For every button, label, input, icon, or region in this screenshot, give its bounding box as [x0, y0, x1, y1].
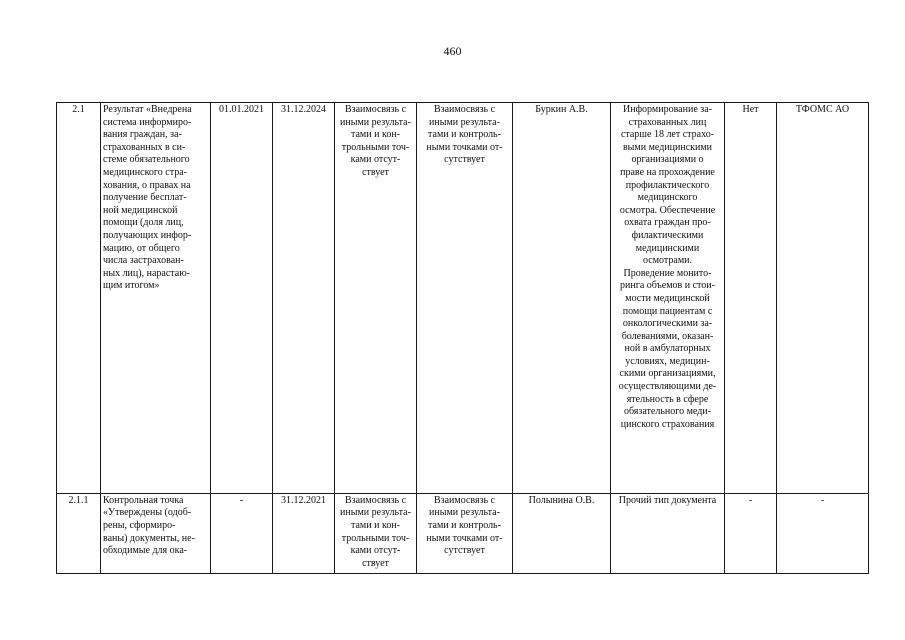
- result-name: Контрольная точка «Утверждены (одоб- рены, сформиро- ваны) документы, не- обходимые для ока-: [101, 493, 211, 573]
- organization: ТФОМС АО: [777, 103, 869, 494]
- start-date: -: [211, 493, 273, 573]
- responsible-person: Буркин А.В.: [513, 103, 611, 494]
- flag-cell: Нет: [725, 103, 777, 494]
- row-number: 2.1: [57, 103, 101, 494]
- link-control-points: Взаимосвязь с иными результа- тами и контроль- ными точками от- сутствует: [417, 103, 513, 494]
- organization: -: [777, 493, 869, 573]
- end-date: 31.12.2021: [273, 493, 335, 573]
- link-other-results: Взаимосвязь с иными результа- тами и кон- трольными точ- ками отсут- ствует: [335, 103, 417, 494]
- result-description: Информирование за- страхованных лиц старше 18 лет страхо- выми медицинскими организациями о праве на прохождение профилактического медицинского осмотра. Обеспечение охвата граждан про- филактическими медицинскими осмотрами. Проведение монито- ринга объемов и стои- мости медицинской помощи пациентам с онкологическими за- болеваниями, оказан- ной в амбулаторных условиях, медицин- скими организациями, осуществляющими де- ятельность в сфере обязательного меди- цинского страхования: [611, 103, 725, 494]
- flag-cell: -: [725, 493, 777, 573]
- end-date: 31.12.2024: [273, 103, 335, 494]
- result-name: Результат «Внедрена система информиро- вания граждан, за- страхованных в си- стеме обязательного медицинского стра- хования, о правах на получение бесплат- ной медицинской помощи (доля лиц, получающих инфор- мацию, от общего числа застрахован- ных лиц), нарастаю- щим итогом»: [101, 103, 211, 494]
- start-date: 01.01.2021: [211, 103, 273, 494]
- link-control-points: Взаимосвязь с иными результа- тами и контроль- ными точками от- сутствует: [417, 493, 513, 573]
- table-row: [57, 493, 869, 573]
- table-row: [57, 103, 869, 494]
- result-description: Прочий тип документа: [611, 493, 725, 573]
- plan-table: [56, 102, 869, 574]
- link-other-results: Взаимосвязь с иными результа- тами и кон- трольными точ- ками отсут- ствует: [335, 493, 417, 573]
- page-number: 460: [443, 44, 462, 58]
- responsible-person: Полынина О.В.: [513, 493, 611, 573]
- row-number: 2.1.1: [57, 493, 101, 573]
